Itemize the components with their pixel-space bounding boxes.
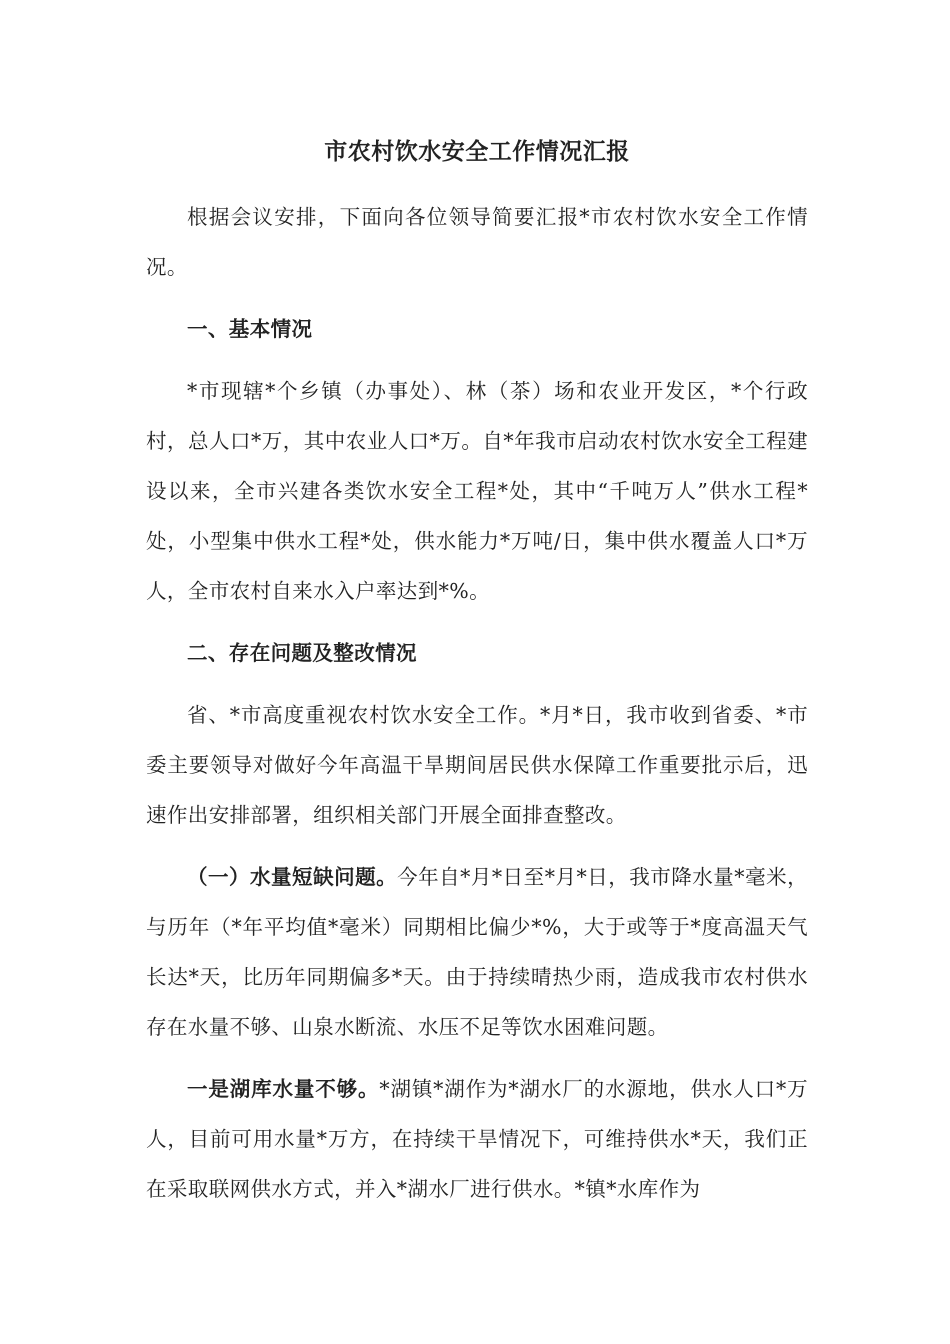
problems-intro-paragraph: 省、*市高度重视农村饮水安全工作。*月*日，我市收到省委、*市委主要领导对做好今年高温干旱期间居民供水保障工作重要批示后，迅速作出安排部署，组织相关部门开展全面排查整改。 (146, 703, 808, 827)
document-title: 市农村饮水安全工作情况汇报 (324, 138, 630, 165)
water-shortage-body: 今年自*月*日至*月*日，我市降水量*毫米，与历年（*年平均值*毫米）同期相比偏少*%，大于或等于*度高温天气长达*天，比历年同期偏多*天。由于持续晴热少雨，造成我市农村供水存在水量不够、山泉水断流、水压不足等饮水困难问题。 (146, 865, 808, 1039)
section-heading-problems: 二、存在问题及整改情况 (187, 641, 417, 665)
water-shortage-paragraph (146, 852, 808, 1052)
basic-situation-paragraph: *市现辖*个乡镇（办事处）、林（茶）场和农业开发区，*个行政村，总人口*万，其中农业人口*万。自*年我市启动农村饮水安全工程建设以来，全市兴建各类饮水安全工程*处，其中“千吨万人”供水工程*处，小型集中供水工程*处，供水能力*万吨/日，集中供水覆盖人口*万人，全市农村自来水入户率达到*%。 (146, 379, 808, 603)
intro-paragraph: 根据会议安排，下面向各位领导简要汇报*市农村饮水安全工作情况。 (146, 205, 808, 279)
document-body (146, 132, 808, 1214)
section-heading-basic: 一、基本情况 (187, 317, 313, 341)
water-shortage-lead: （一）水量短缺问题。 (187, 865, 398, 889)
reservoir-body: *湖镇*湖作为*湖水厂的水源地，供水人口*万人，目前可用水量*万方，在持续干旱情况下，可维持供水*天，我们正在采取联网供水方式，并入*湖水厂进行供水。*镇*水库作为 (146, 1077, 808, 1201)
reservoir-paragraph (146, 1064, 808, 1214)
reservoir-lead: 一是湖库水量不够。 (187, 1077, 380, 1101)
